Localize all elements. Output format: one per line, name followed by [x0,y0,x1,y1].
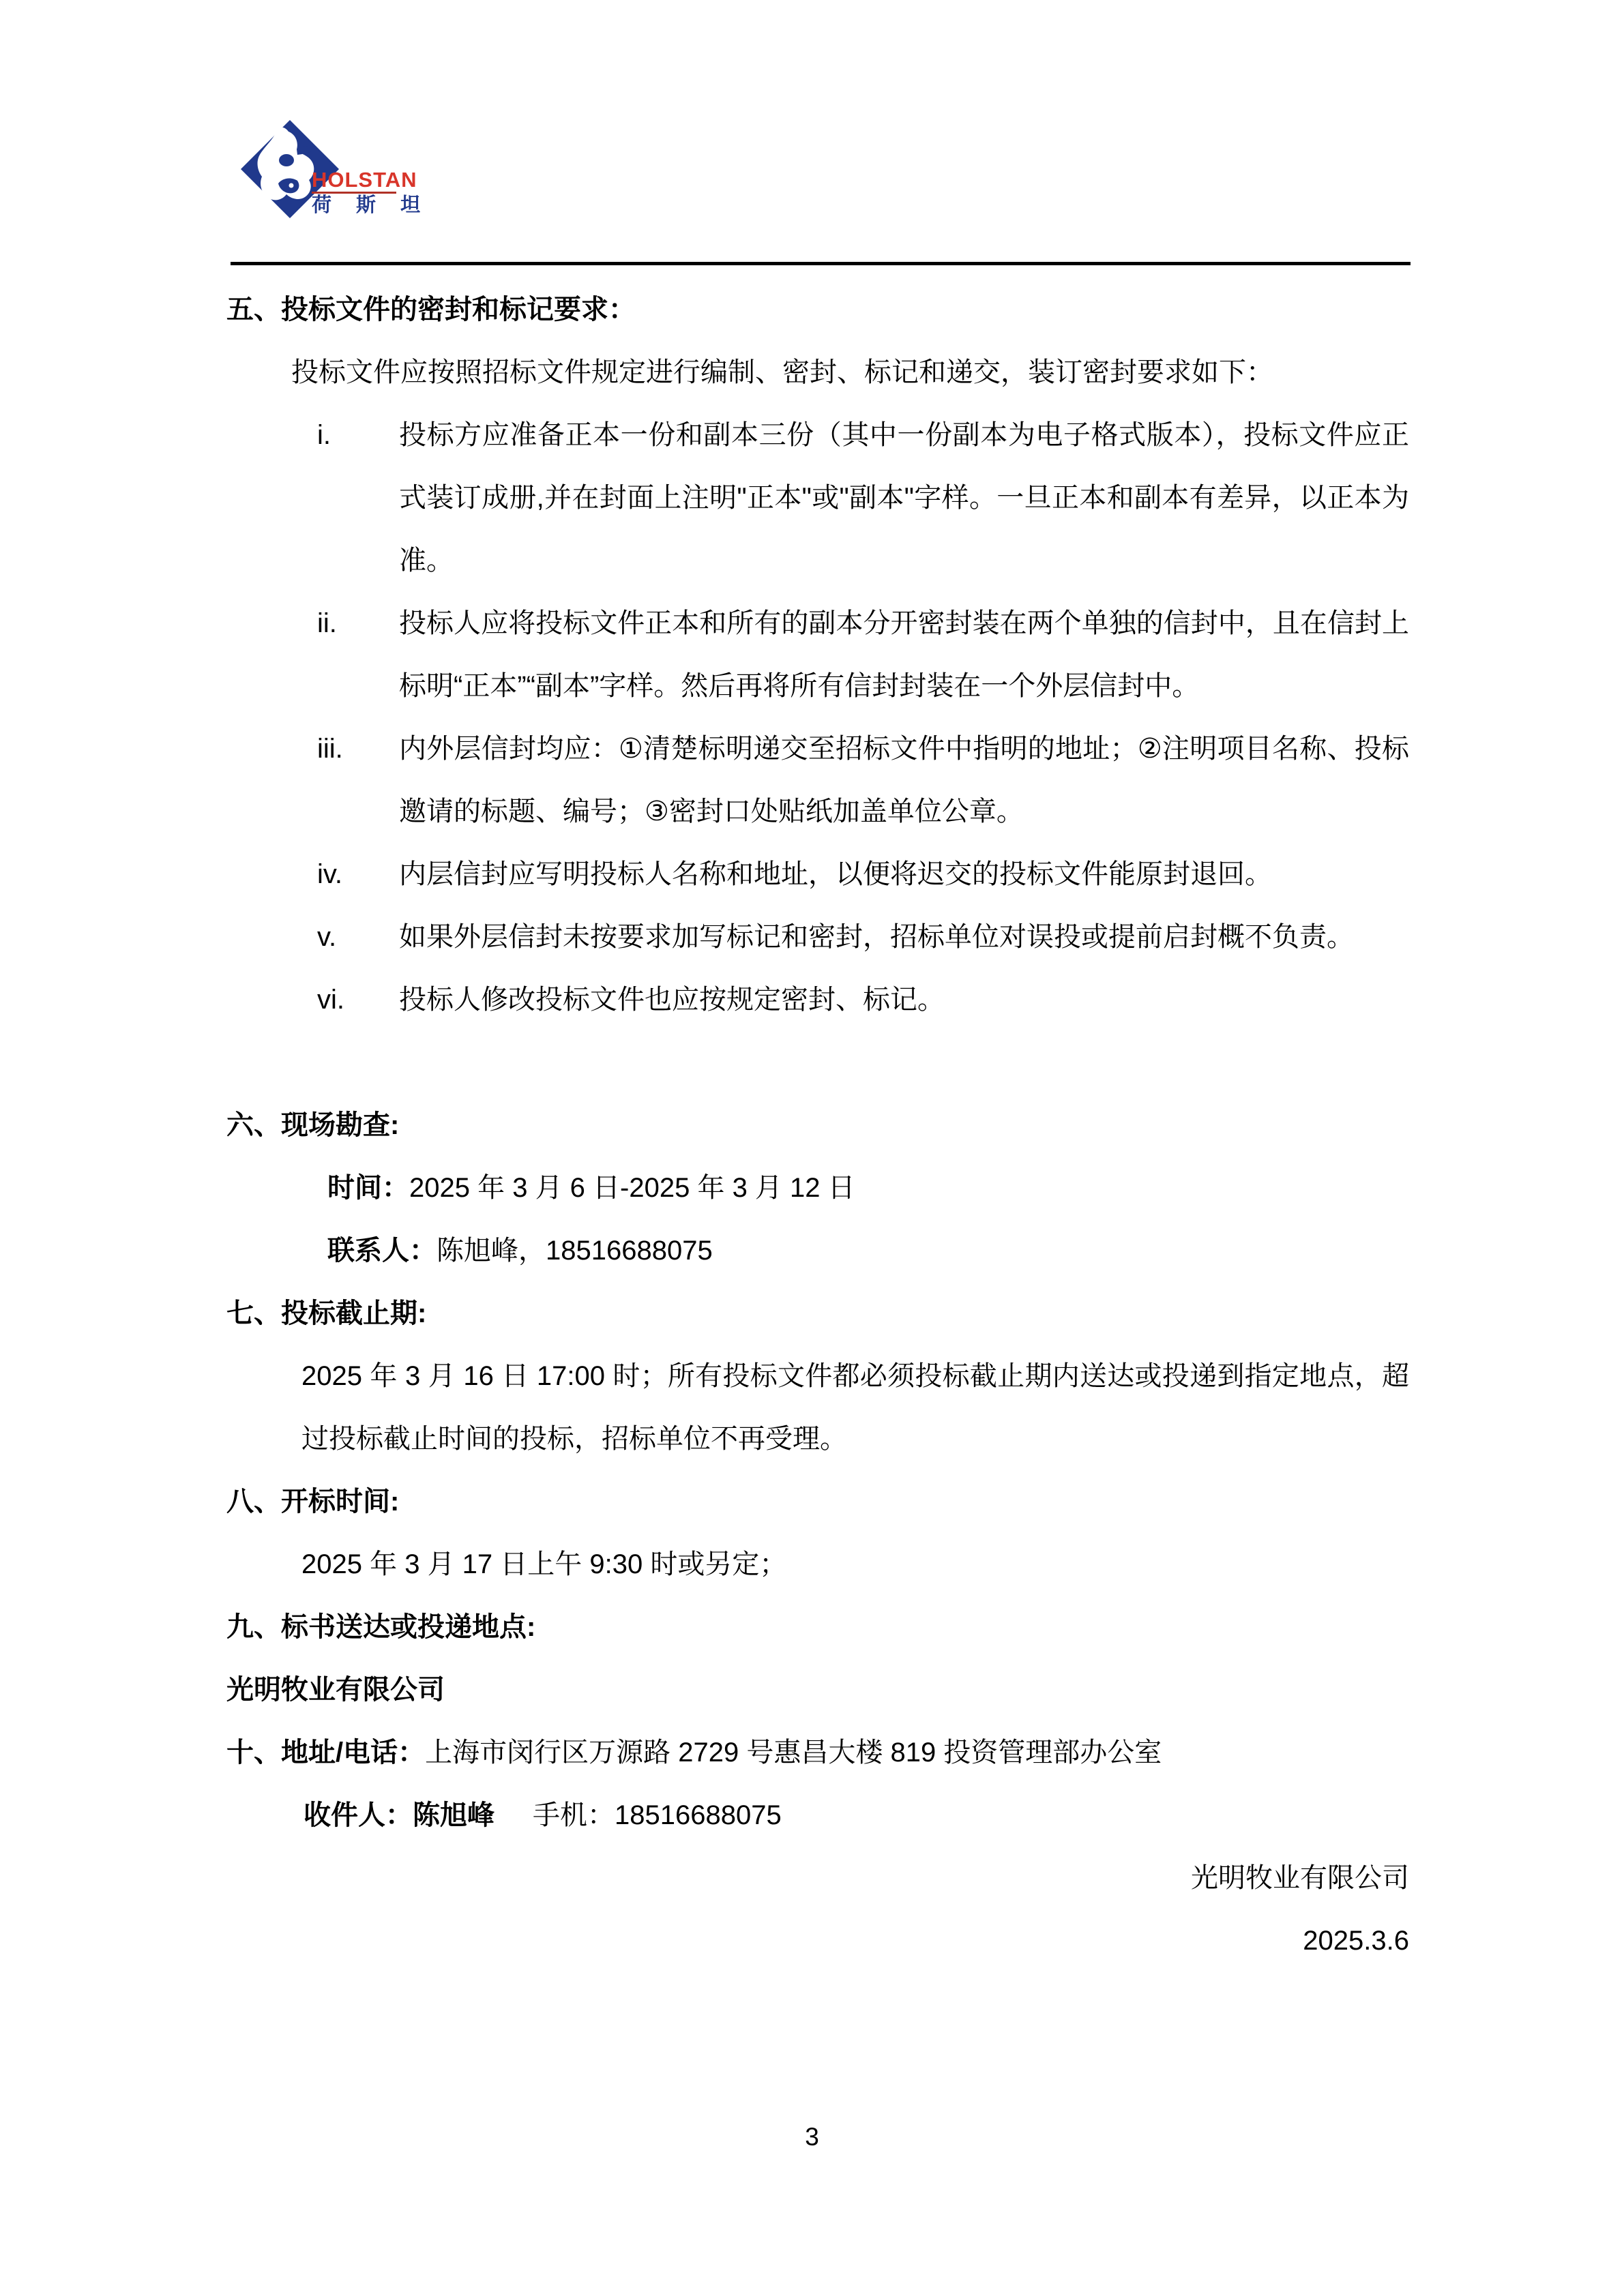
section8-body: 2025 年 3 月 17 日上午 9:30 时或另定； [301,1549,787,1579]
list-item [226,592,1409,717]
logo-brand-en: HOLSTAN [312,168,417,192]
logo-underline [312,192,396,194]
logo-text-block [312,169,430,215]
page-number: 3 [805,2123,819,2151]
section9-body: 光明牧业有限公司 [226,1675,445,1705]
section5-intro: 投标文件应按照招标文件规定进行编制、密封、标记和递交，装订密封要求如下： [291,357,1273,387]
time-label: 时间： [327,1173,409,1203]
signature-company: 光明牧业有限公司 [1191,1863,1409,1893]
list-item-text: 如果外层信封未按要求加写标记和密封，招标单位对误投或提前启封概不负责。 [399,922,1354,952]
list-item [226,717,1409,843]
list-item-number: v. [317,922,337,952]
address-value: 上海市闵行区万源路 2729 号惠昌大楼 819 投资管理部办公室 [425,1738,1162,1768]
section10-address-row [226,1721,1409,1784]
recipient-phone: 手机：18516688075 [533,1800,782,1830]
list-item-number: i. [317,420,331,450]
section7-heading: 七、投标截止期: [226,1298,427,1328]
section9-heading: 九、标书送达或投递地点: [226,1612,536,1642]
signature-date: 2025.3.6 [1303,1926,1409,1956]
section5-heading: 五、投标文件的密封和标记要求： [226,295,636,325]
contact-label: 联系人： [327,1236,437,1266]
company-logo [239,118,457,227]
logo-brand-cn: 荷 斯 坦 [312,194,430,216]
section7-body: 2025 年 3 月 16 日 17:00 时；所有投标文件都必须投标截止期内送达或投递到指定地点，超过投标截止时间的投标，招标单位不再受理。 [301,1361,1409,1454]
list-item [226,843,1409,906]
contact-value: 陈旭峰，18516688075 [437,1236,713,1266]
site-visit-time-row [226,1157,1409,1219]
section6-heading: 六、现场勘查: [226,1110,400,1140]
document-body [226,278,1409,1972]
spacer-line [226,1031,1409,1094]
list-item-text: 投标人应将投标文件正本和所有的副本分开密封装在两个单独的信封中，且在信封上标明“正本”“副本”字样。然后再将所有信封封装在一个外层信封中。 [399,608,1409,701]
list-item-text: 内外层信封均应：①清楚标明递交至招标文件中指明的地址；②注明项目名称、投标邀请的标题、编号；③密封口处贴纸加盖单位公章。 [399,734,1409,826]
list-item-number: ii. [317,608,337,638]
list-item-text: 投标人修改投标文件也应按规定密封、标记。 [399,985,945,1015]
list-item-number: vi. [317,985,344,1015]
list-item-number: iii. [317,734,343,764]
list-item [226,906,1409,968]
site-visit-contact-row [226,1219,1409,1282]
recipient-row [226,1784,1409,1847]
list-item-number: iv. [317,859,343,889]
section8-heading: 八、开标时间: [226,1487,400,1517]
header-divider [231,262,1411,265]
list-item-text: 投标方应准备正本一份和副本三份（其中一份副本为电子格式版本），投标文件应正式装订成册,并在封面上注明"正本"或"副本"字样。一旦正本和副本有差异，以正本为准。 [399,420,1409,576]
time-value: 2025 年 3 月 6 日-2025 年 3 月 12 日 [409,1173,855,1203]
recipient-name: 收件人：陈旭峰 [304,1800,494,1830]
list-item-text: 内层信封应写明投标人名称和地址，以便将迟交的投标文件能原封退回。 [399,859,1272,889]
address-label: 十、地址/电话： [226,1738,426,1768]
list-item [226,404,1409,592]
list-item [226,968,1409,1031]
